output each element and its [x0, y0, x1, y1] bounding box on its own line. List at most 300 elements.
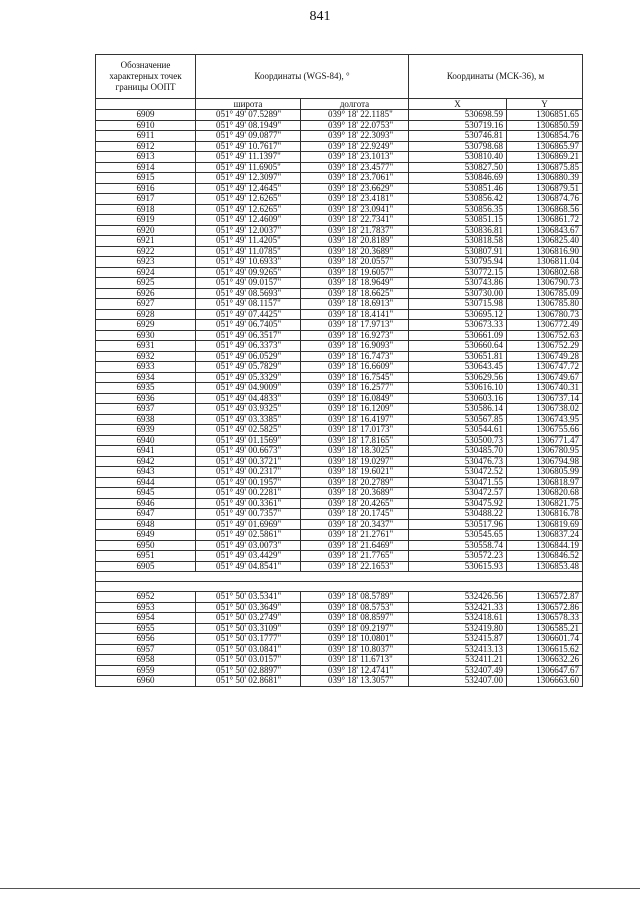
- point-id-cell: 6914: [96, 162, 196, 173]
- header-x: X: [409, 99, 507, 110]
- point-id-cell: 6926: [96, 288, 196, 299]
- y-cell: 1306825.40: [507, 236, 583, 247]
- x-cell: 530643.45: [409, 362, 507, 373]
- point-id-cell: 6955: [96, 623, 196, 634]
- table-row: [96, 602, 583, 613]
- point-id-cell: 6929: [96, 320, 196, 331]
- latitude-cell: 051° 50' 02.8681": [196, 676, 301, 687]
- latitude-cell: 051° 49' 01.6969": [196, 519, 301, 530]
- y-cell: 1306851.65: [507, 110, 583, 121]
- longitude-cell: 039° 18' 20.0557": [301, 257, 409, 268]
- point-id-cell: 6939: [96, 425, 196, 436]
- y-cell: 1306647.67: [507, 665, 583, 676]
- longitude-cell: 039° 18' 12.4741": [301, 665, 409, 676]
- y-cell: 1306743.95: [507, 414, 583, 425]
- point-id-cell: 6922: [96, 246, 196, 257]
- point-id-cell: 6958: [96, 655, 196, 666]
- point-id-cell: 6909: [96, 110, 196, 121]
- table-row: [96, 592, 583, 603]
- x-cell: 530545.65: [409, 530, 507, 541]
- x-cell: 532426.56: [409, 592, 507, 603]
- table-row: [96, 383, 583, 394]
- point-id-cell: 6935: [96, 383, 196, 394]
- x-cell: 530485.70: [409, 446, 507, 457]
- x-cell: 530475.92: [409, 498, 507, 509]
- longitude-cell: 039° 18' 22.1653": [301, 561, 409, 572]
- table-row: [96, 215, 583, 226]
- longitude-cell: 039° 18' 23.4181": [301, 194, 409, 205]
- latitude-cell: 051° 49' 03.9325": [196, 404, 301, 415]
- latitude-cell: 051° 50' 03.1777": [196, 634, 301, 645]
- point-id-cell: 6945: [96, 488, 196, 499]
- latitude-cell: 051° 49' 11.0785": [196, 246, 301, 257]
- table-row: [96, 414, 583, 425]
- y-cell: 1306850.59: [507, 120, 583, 131]
- latitude-cell: 051° 49' 12.6265": [196, 204, 301, 215]
- y-cell: 1306585.21: [507, 623, 583, 634]
- gap-row: [96, 582, 583, 592]
- latitude-cell: 051° 49' 09.0157": [196, 278, 301, 289]
- y-cell: 1306805.99: [507, 467, 583, 478]
- x-cell: 530798.68: [409, 141, 507, 152]
- point-id-cell: 6905: [96, 561, 196, 572]
- y-cell: 1306868.56: [507, 204, 583, 215]
- y-cell: 1306816.90: [507, 246, 583, 257]
- longitude-cell: 039° 18' 16.6609": [301, 362, 409, 373]
- y-cell: 1306785.09: [507, 288, 583, 299]
- y-cell: 1306869.21: [507, 152, 583, 163]
- table-row: [96, 456, 583, 467]
- x-cell: 530856.35: [409, 204, 507, 215]
- longitude-cell: 039° 18' 18.6625": [301, 288, 409, 299]
- latitude-cell: 051° 49' 12.4609": [196, 215, 301, 226]
- longitude-cell: 039° 18' 20.3689": [301, 246, 409, 257]
- point-id-cell: 6937: [96, 404, 196, 415]
- y-cell: 1306632.26: [507, 655, 583, 666]
- point-id-cell: 6938: [96, 414, 196, 425]
- x-cell: 530743.86: [409, 278, 507, 289]
- latitude-cell: 051° 49' 00.6673": [196, 446, 301, 457]
- y-cell: 1306794.98: [507, 456, 583, 467]
- latitude-cell: 051° 50' 03.3109": [196, 623, 301, 634]
- x-cell: 530651.81: [409, 351, 507, 362]
- x-cell: 530846.69: [409, 173, 507, 184]
- y-cell: 1306737.14: [507, 393, 583, 404]
- table-row: [96, 257, 583, 268]
- x-cell: 532407.00: [409, 676, 507, 687]
- y-cell: 1306818.97: [507, 477, 583, 488]
- y-cell: 1306572.87: [507, 592, 583, 603]
- point-id-cell: 6927: [96, 299, 196, 310]
- gap-row: [96, 572, 583, 582]
- point-id-cell: 6920: [96, 225, 196, 236]
- longitude-cell: 039° 18' 21.6469": [301, 540, 409, 551]
- table-row: [96, 141, 583, 152]
- table-row: [96, 278, 583, 289]
- latitude-cell: 051° 49' 02.5861": [196, 530, 301, 541]
- latitude-cell: 051° 49' 06.3517": [196, 330, 301, 341]
- point-id-cell: 6944: [96, 477, 196, 488]
- point-id-cell: 6911: [96, 131, 196, 142]
- x-cell: 530746.81: [409, 131, 507, 142]
- longitude-cell: 039° 18' 23.7061": [301, 173, 409, 184]
- longitude-cell: 039° 18' 22.0753": [301, 120, 409, 131]
- y-cell: 1306740.31: [507, 383, 583, 394]
- table-row: [96, 676, 583, 687]
- table-row: [96, 152, 583, 163]
- y-cell: 1306785.80: [507, 299, 583, 310]
- x-cell: 530544.61: [409, 425, 507, 436]
- latitude-cell: 051° 49' 08.5693": [196, 288, 301, 299]
- longitude-cell: 039° 18' 20.8189": [301, 236, 409, 247]
- y-cell: 1306811.04: [507, 257, 583, 268]
- y-cell: 1306875.85: [507, 162, 583, 173]
- y-cell: 1306780.95: [507, 446, 583, 457]
- y-cell: 1306880.39: [507, 173, 583, 184]
- point-id-cell: 6960: [96, 676, 196, 687]
- longitude-cell: 039° 18' 08.5753": [301, 602, 409, 613]
- longitude-cell: 039° 18' 16.1209": [301, 404, 409, 415]
- latitude-cell: 051° 49' 05.7829": [196, 362, 301, 373]
- longitude-cell: 039° 18' 21.7765": [301, 551, 409, 562]
- y-cell: 1306755.66: [507, 425, 583, 436]
- latitude-cell: 051° 49' 04.4833": [196, 393, 301, 404]
- longitude-cell: 039° 18' 16.9273": [301, 330, 409, 341]
- table-row: [96, 131, 583, 142]
- latitude-cell: 051° 49' 05.3329": [196, 372, 301, 383]
- longitude-cell: 039° 18' 18.6913": [301, 299, 409, 310]
- point-id-cell: 6947: [96, 509, 196, 520]
- longitude-cell: 039° 18' 16.7473": [301, 351, 409, 362]
- y-cell: 1306752.29: [507, 341, 583, 352]
- point-id-cell: 6956: [96, 634, 196, 645]
- longitude-cell: 039° 18' 20.3689": [301, 488, 409, 499]
- y-cell: 1306615.62: [507, 644, 583, 655]
- latitude-cell: 051° 49' 08.1157": [196, 299, 301, 310]
- latitude-cell: 051° 49' 07.5289": [196, 110, 301, 121]
- x-cell: 530471.55: [409, 477, 507, 488]
- table-row: [96, 225, 583, 236]
- point-id-cell: 6950: [96, 540, 196, 551]
- table-row: [96, 309, 583, 320]
- header-y: Y: [507, 99, 583, 110]
- longitude-cell: 039° 18' 10.8037": [301, 644, 409, 655]
- x-cell: 530719.16: [409, 120, 507, 131]
- x-cell: 530695.12: [409, 309, 507, 320]
- longitude-cell: 039° 18' 17.8165": [301, 435, 409, 446]
- table-row: [96, 634, 583, 645]
- x-cell: 530629.56: [409, 372, 507, 383]
- header-lat: широта: [196, 99, 301, 110]
- table-row: [96, 467, 583, 478]
- table-row: [96, 288, 583, 299]
- longitude-cell: 039° 18' 21.7837": [301, 225, 409, 236]
- longitude-cell: 039° 18' 16.7545": [301, 372, 409, 383]
- header-lon: долгота: [301, 99, 409, 110]
- table-row: [96, 530, 583, 541]
- longitude-cell: 039° 18' 16.0849": [301, 393, 409, 404]
- table-row: [96, 393, 583, 404]
- x-cell: 530715.98: [409, 299, 507, 310]
- latitude-cell: 051° 50' 03.0157": [196, 655, 301, 666]
- longitude-cell: 039° 18' 11.6713": [301, 655, 409, 666]
- point-id-cell: 6957: [96, 644, 196, 655]
- y-cell: 1306780.73: [507, 309, 583, 320]
- longitude-cell: 039° 18' 18.4141": [301, 309, 409, 320]
- table-body-a: [96, 110, 583, 572]
- x-cell: 532418.61: [409, 613, 507, 624]
- x-cell: 530558.74: [409, 540, 507, 551]
- x-cell: 532415.87: [409, 634, 507, 645]
- point-id-cell: 6948: [96, 519, 196, 530]
- latitude-cell: 051° 49' 03.3385": [196, 414, 301, 425]
- table-row: [96, 613, 583, 624]
- x-cell: 530673.33: [409, 320, 507, 331]
- x-cell: 530772.15: [409, 267, 507, 278]
- latitude-cell: 051° 49' 11.1397": [196, 152, 301, 163]
- latitude-cell: 051° 49' 00.2281": [196, 488, 301, 499]
- table-row: [96, 623, 583, 634]
- longitude-cell: 039° 18' 20.2789": [301, 477, 409, 488]
- table-row: [96, 446, 583, 457]
- y-cell: 1306816.78: [507, 509, 583, 520]
- latitude-cell: 051° 49' 12.6265": [196, 194, 301, 205]
- x-cell: 530567.85: [409, 414, 507, 425]
- table-row: [96, 110, 583, 121]
- point-id-cell: 6916: [96, 183, 196, 194]
- point-id-cell: 6952: [96, 592, 196, 603]
- table-row: [96, 204, 583, 215]
- table-row: [96, 299, 583, 310]
- latitude-cell: 051° 49' 06.0529": [196, 351, 301, 362]
- longitude-cell: 039° 18' 20.4265": [301, 498, 409, 509]
- longitude-cell: 039° 18' 23.6629": [301, 183, 409, 194]
- latitude-cell: 051° 49' 02.5825": [196, 425, 301, 436]
- table-row: [96, 320, 583, 331]
- x-cell: 530586.14: [409, 404, 507, 415]
- y-cell: 1306854.76: [507, 131, 583, 142]
- header-msk: Координаты (МСК-36), м: [409, 55, 583, 99]
- table-row: [96, 341, 583, 352]
- longitude-cell: 039° 18' 21.2761": [301, 530, 409, 541]
- table-row: [96, 194, 583, 205]
- x-cell: 530615.93: [409, 561, 507, 572]
- x-cell: 530603.16: [409, 393, 507, 404]
- y-cell: 1306601.74: [507, 634, 583, 645]
- x-cell: 530836.81: [409, 225, 507, 236]
- y-cell: 1306572.86: [507, 602, 583, 613]
- point-id-cell: 6915: [96, 173, 196, 184]
- latitude-cell: 051° 50' 03.5341": [196, 592, 301, 603]
- point-id-cell: 6913: [96, 152, 196, 163]
- latitude-cell: 051° 49' 04.8541": [196, 561, 301, 572]
- table-row: [96, 498, 583, 509]
- table-row: [96, 162, 583, 173]
- longitude-cell: 039° 18' 10.0801": [301, 634, 409, 645]
- longitude-cell: 039° 18' 08.8597": [301, 613, 409, 624]
- table-row: [96, 561, 583, 572]
- table-row: [96, 551, 583, 562]
- latitude-cell: 051° 49' 12.4645": [196, 183, 301, 194]
- x-cell: 530472.52: [409, 467, 507, 478]
- x-cell: 530472.57: [409, 488, 507, 499]
- longitude-cell: 039° 18' 22.3093": [301, 131, 409, 142]
- longitude-cell: 039° 18' 19.6021": [301, 467, 409, 478]
- table-row: [96, 477, 583, 488]
- latitude-cell: 051° 49' 00.3721": [196, 456, 301, 467]
- longitude-cell: 039° 18' 16.9093": [301, 341, 409, 352]
- y-cell: 1306820.68: [507, 488, 583, 499]
- y-cell: 1306843.67: [507, 225, 583, 236]
- table-row: [96, 267, 583, 278]
- y-cell: 1306790.73: [507, 278, 583, 289]
- y-cell: 1306844.19: [507, 540, 583, 551]
- latitude-cell: 051° 49' 06.7405": [196, 320, 301, 331]
- point-id-cell: 6953: [96, 602, 196, 613]
- x-cell: 530851.46: [409, 183, 507, 194]
- latitude-cell: 051° 49' 03.0073": [196, 540, 301, 551]
- y-cell: 1306749.67: [507, 372, 583, 383]
- y-cell: 1306821.75: [507, 498, 583, 509]
- longitude-cell: 039° 18' 19.0297": [301, 456, 409, 467]
- header-wgs: Координаты (WGS-84), °: [196, 55, 409, 99]
- latitude-cell: 051° 49' 00.2317": [196, 467, 301, 478]
- x-cell: 530730.00: [409, 288, 507, 299]
- latitude-cell: 051° 49' 08.1949": [196, 120, 301, 131]
- latitude-cell: 051° 50' 03.2749": [196, 613, 301, 624]
- x-cell: 532413.13: [409, 644, 507, 655]
- point-id-cell: 6924: [96, 267, 196, 278]
- y-cell: 1306861.72: [507, 215, 583, 226]
- longitude-cell: 039° 18' 18.9649": [301, 278, 409, 289]
- longitude-cell: 039° 18' 22.7341": [301, 215, 409, 226]
- point-id-cell: 6912: [96, 141, 196, 152]
- x-cell: 532407.49: [409, 665, 507, 676]
- x-cell: 530572.23: [409, 551, 507, 562]
- y-cell: 1306802.68: [507, 267, 583, 278]
- point-id-cell: 6928: [96, 309, 196, 320]
- table-row: [96, 540, 583, 551]
- table-row: [96, 183, 583, 194]
- longitude-cell: 039° 18' 09.2197": [301, 623, 409, 634]
- latitude-cell: 051° 49' 09.0877": [196, 131, 301, 142]
- point-id-cell: 6933: [96, 362, 196, 373]
- point-id-cell: 6951: [96, 551, 196, 562]
- latitude-cell: 051° 49' 12.3097": [196, 173, 301, 184]
- x-cell: 530698.59: [409, 110, 507, 121]
- latitude-cell: 051° 49' 03.4429": [196, 551, 301, 562]
- table-row: [96, 425, 583, 436]
- point-id-cell: 6919: [96, 215, 196, 226]
- x-cell: 530660.64: [409, 341, 507, 352]
- longitude-cell: 039° 18' 16.4197": [301, 414, 409, 425]
- x-cell: 530476.73: [409, 456, 507, 467]
- y-cell: 1306738.02: [507, 404, 583, 415]
- point-id-cell: 6943: [96, 467, 196, 478]
- point-id-cell: 6942: [96, 456, 196, 467]
- table-row: [96, 435, 583, 446]
- point-id-cell: 6954: [96, 613, 196, 624]
- y-cell: 1306837.24: [507, 530, 583, 541]
- y-cell: 1306747.72: [507, 362, 583, 373]
- longitude-cell: 039° 18' 23.1013": [301, 152, 409, 163]
- point-id-cell: 6925: [96, 278, 196, 289]
- latitude-cell: 051° 49' 07.4425": [196, 309, 301, 320]
- point-id-cell: 6941: [96, 446, 196, 457]
- table-row: [96, 655, 583, 666]
- x-cell: 530810.40: [409, 152, 507, 163]
- longitude-cell: 039° 18' 19.6057": [301, 267, 409, 278]
- longitude-cell: 039° 18' 20.3437": [301, 519, 409, 530]
- table-row: [96, 404, 583, 415]
- table-row: [96, 173, 583, 184]
- latitude-cell: 051° 49' 10.7617": [196, 141, 301, 152]
- y-cell: 1306663.60: [507, 676, 583, 687]
- x-cell: 530488.22: [409, 509, 507, 520]
- point-id-cell: 6934: [96, 372, 196, 383]
- longitude-cell: 039° 18' 20.1745": [301, 509, 409, 520]
- table-gap: [96, 572, 583, 592]
- longitude-cell: 039° 18' 22.9249": [301, 141, 409, 152]
- y-cell: 1306578.33: [507, 613, 583, 624]
- y-cell: 1306853.48: [507, 561, 583, 572]
- x-cell: 530856.42: [409, 194, 507, 205]
- y-cell: 1306819.69: [507, 519, 583, 530]
- point-id-cell: 6936: [96, 393, 196, 404]
- latitude-cell: 051° 50' 03.3649": [196, 602, 301, 613]
- latitude-cell: 051° 49' 00.1957": [196, 477, 301, 488]
- x-cell: 530807.91: [409, 246, 507, 257]
- point-id-cell: 6959: [96, 665, 196, 676]
- longitude-cell: 039° 18' 13.3057": [301, 676, 409, 687]
- longitude-cell: 039° 18' 16.2577": [301, 383, 409, 394]
- point-id-cell: 6931: [96, 341, 196, 352]
- x-cell: 530818.58: [409, 236, 507, 247]
- latitude-cell: 051° 50' 03.0841": [196, 644, 301, 655]
- point-id-cell: 6940: [96, 435, 196, 446]
- longitude-cell: 039° 18' 22.1185": [301, 110, 409, 121]
- x-cell: 530517.96: [409, 519, 507, 530]
- x-cell: 532411.21: [409, 655, 507, 666]
- point-id-cell: 6932: [96, 351, 196, 362]
- table-row: [96, 644, 583, 655]
- latitude-cell: 051° 49' 09.9265": [196, 267, 301, 278]
- latitude-cell: 051° 49' 10.6933": [196, 257, 301, 268]
- longitude-cell: 039° 18' 23.4577": [301, 162, 409, 173]
- x-cell: 532419.80: [409, 623, 507, 634]
- table-row: [96, 236, 583, 247]
- table-row: [96, 519, 583, 530]
- coordinates-table: [95, 54, 583, 687]
- latitude-cell: 051° 49' 12.0037": [196, 225, 301, 236]
- page-number: 841: [309, 9, 331, 24]
- x-cell: 530500.73: [409, 435, 507, 446]
- latitude-cell: 051° 49' 01.1569": [196, 435, 301, 446]
- point-id-cell: 6921: [96, 236, 196, 247]
- table-row: [96, 509, 583, 520]
- x-cell: 530616.10: [409, 383, 507, 394]
- point-id-cell: 6917: [96, 194, 196, 205]
- header-point: Обозначение характерных точек границы ООПТ: [96, 55, 196, 99]
- longitude-cell: 039° 18' 18.3025": [301, 446, 409, 457]
- y-cell: 1306771.47: [507, 435, 583, 446]
- page-bottom-rule: [0, 888, 640, 889]
- latitude-cell: 051° 49' 00.7357": [196, 509, 301, 520]
- x-cell: 530661.09: [409, 330, 507, 341]
- table-body-b: [96, 592, 583, 687]
- y-cell: 1306865.97: [507, 141, 583, 152]
- point-id-cell: 6918: [96, 204, 196, 215]
